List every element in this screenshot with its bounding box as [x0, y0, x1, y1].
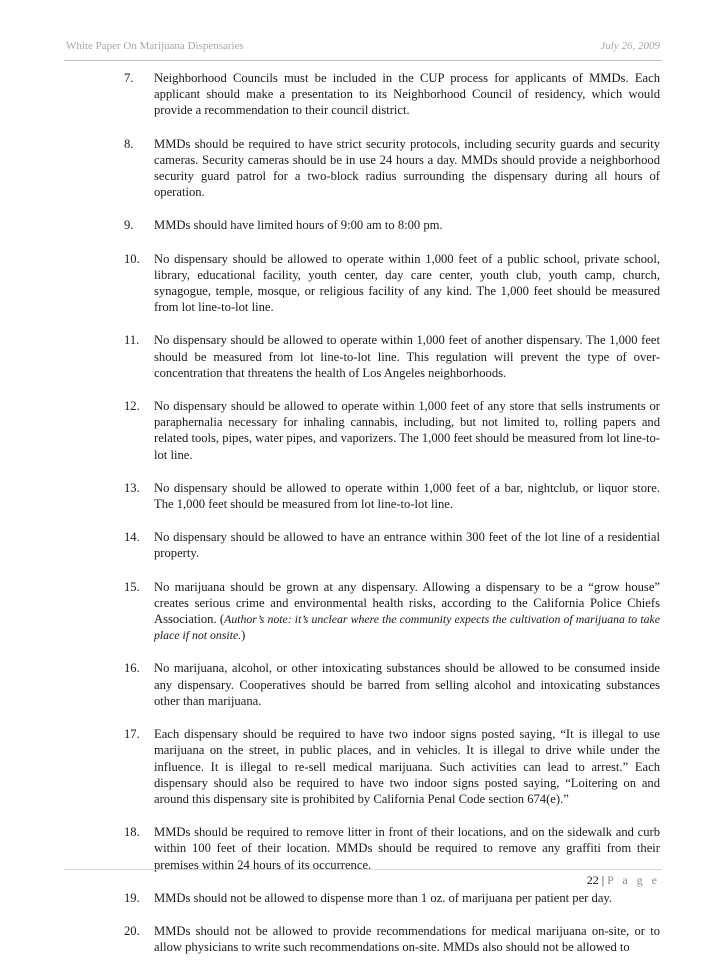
list-item — [120, 824, 660, 873]
item-number: 17. — [124, 727, 140, 742]
item-text: Each dispensary should be required to have two indoor signs posted saying, “It is illegal to use marijuana on the street, in public places, and in vehicles. It is illegal to drive while under the influence. It is illegal to re-sell medical marijuana. Such activities can lead to arrest.” Each dispensary should also be required to have two indoor signs posted saying, “Loitering on and around this dispensary site is prohibited by California Penal Code section 674(e).” — [154, 727, 660, 806]
list-item — [120, 890, 660, 906]
item-number: 7. — [124, 71, 134, 85]
list-item — [120, 398, 660, 463]
item-text: No dispensary should be allowed to operate within 1,000 feet of another dispensary. The 1,000 feet should be measured from lot line-to-lot line. This regulation will prevent the type of over-concentration that threatens the health of Los Angeles neighborhoods. — [154, 333, 660, 380]
item-text: MMDs should be required to have strict security protocols, including security guards and security cameras. Security cameras should be in use 24 hours a day. MMDs should provide a neighborhood security guard patrol for a two-block radius surrounding the dispensary during all hours of operation. — [154, 136, 660, 200]
item-number: 8. — [124, 136, 134, 151]
list-item — [120, 480, 660, 512]
item-number: 19. — [124, 890, 140, 905]
recommendations-list — [120, 70, 660, 972]
header-title: White Paper On Marijuana Dispensaries — [66, 40, 244, 52]
item-number: 15. — [124, 579, 140, 594]
item-number: 11. — [124, 333, 140, 348]
page-label: P a g e — [607, 873, 660, 887]
item-text-close: ) — [241, 628, 246, 643]
page-header — [66, 40, 660, 52]
footer-separator: | — [601, 873, 605, 887]
item-number: 18. — [124, 825, 140, 840]
item-text: No dispensary should be allowed to operate within 1,000 feet of a public school, private school, library, educational facility, youth center, day care center, youth club, youth camp, church, synagogue, temple, mosque, or religious facility of any kind. The 1,000 feet should be measured from lot line-to-lot line. — [154, 251, 660, 315]
item-number: 12. — [124, 399, 140, 414]
item-text-main: No marijuana should be grown at any dispensary. Allowing a dispensary to be a “grow house” creates serious crime and environmental health risks, according to the California Police Chiefs Association. ( — [154, 579, 660, 627]
item-text: MMDs should have limited hours of 9:00 am to 8:00 pm. — [154, 218, 443, 233]
item-number: 20. — [124, 923, 140, 938]
page-footer — [587, 873, 660, 888]
item-number: 13. — [124, 480, 140, 495]
item-text: Neighborhood Councils must be included in the CUP process for applicants of MMDs. Each applicant should make a presentation to its Neighborhood Council of residency, which would provide a recommendation to their council district. — [154, 71, 660, 118]
item-number: 16. — [124, 661, 140, 676]
item-text: MMDs should be required to remove litter in front of their locations, and on the sidewalk and curb within 100 feet of their location. MMDs should be required to remove any graffiti from their premises within 24 hours of its occurrence. — [154, 825, 660, 872]
authors-note: Author’s note: it’s unclear where the community expects the cultivation of marijuana to take place if not onsite. — [154, 612, 660, 643]
list-item — [120, 529, 660, 561]
item-number: 9. — [124, 218, 134, 233]
list-item — [120, 726, 660, 807]
item-text: MMDs should not be allowed to provide recommendations for medical marijuana on-site, or to allow physicians to write such recommendations on-site. MMDs also should not be allowed to — [154, 923, 660, 955]
item-text: No marijuana, alcohol, or other intoxicating substances should be allowed to be consumed inside any dispensary. Cooperatives should be barred from selling alcohol and intoxicating substances other than marijuana. — [154, 661, 660, 708]
list-item — [120, 70, 660, 119]
list-item — [120, 579, 660, 644]
list-item — [120, 251, 660, 316]
list-item — [120, 136, 660, 201]
item-text: No dispensary should be allowed to operate within 1,000 feet of any store that sells instruments or paraphernalia necessary for inhaling cannabis, including, but not limited to, rolling papers and related tools, pipes, water pipes, and vaporizers. The 1,000 feet should be measured from lot line-to-lot line. — [154, 399, 660, 462]
item-number: 14. — [124, 530, 140, 545]
item-text: No dispensary should be allowed to have an entrance within 300 feet of the lot line of a residential property. — [154, 530, 660, 561]
page-number: 22 — [586, 873, 599, 887]
item-text: MMDs should not be allowed to dispense more than 1 oz. of marijuana per patient per day. — [154, 890, 613, 905]
header-divider — [64, 60, 662, 61]
list-item — [120, 923, 660, 955]
item-text: No dispensary should be allowed to operate within 1,000 feet of a bar, nightclub, or liquor store. The 1,000 feet should be measured from lot line-to-lot line. — [154, 480, 660, 512]
list-item — [120, 660, 660, 709]
item-number: 10. — [124, 251, 140, 266]
header-date: July 26, 2009 — [600, 40, 660, 52]
list-item — [120, 217, 660, 233]
footer-divider — [64, 869, 662, 870]
list-item — [120, 332, 660, 381]
item-text — [154, 579, 660, 644]
